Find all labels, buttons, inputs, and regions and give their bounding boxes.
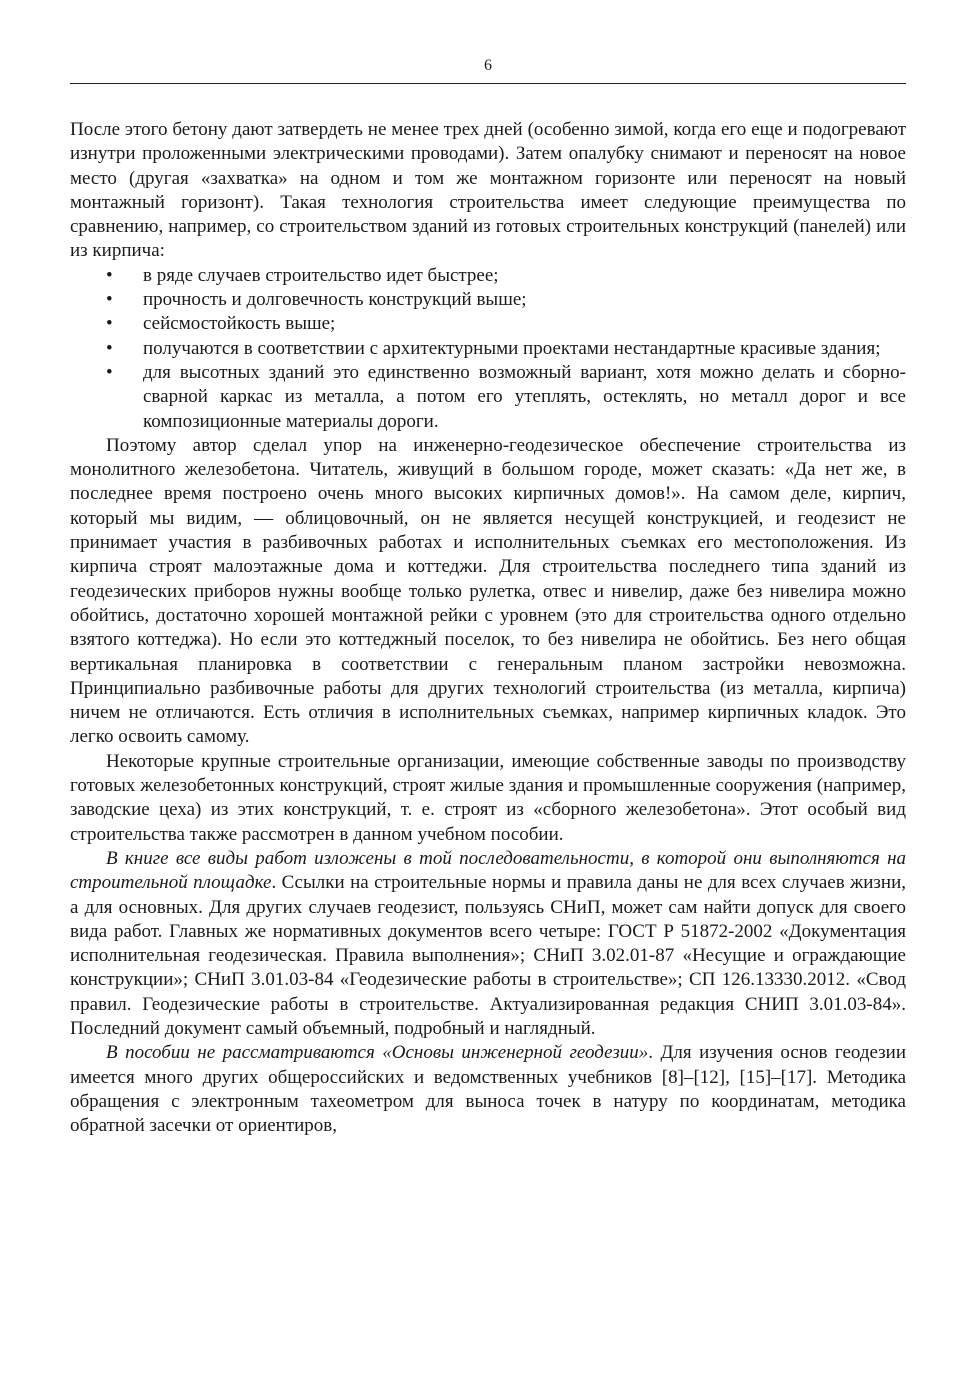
- list-item: [70, 264, 906, 288]
- paragraph-work-sequence: [70, 847, 906, 1041]
- list-item-text: в ряде случаев строительство идет быстрее;: [143, 264, 499, 286]
- paragraph-precast: Некоторые крупные строительные организации, имеющие собственные заводы по производству готовых железобетонных конструкций, строят жилые здания и промышленные сооружения (например, заводские цеха) из этих конструкций, т. е. строят из «сборного железобетона». Этот особый вид строительства также рассмотрен в данном учебном пособии.: [70, 750, 906, 845]
- page-number: 6: [70, 56, 906, 84]
- list-item: [70, 312, 906, 336]
- list-item-text: для высотных зданий это единственно возможный вариант, хотя можно делать и сборно-сварной каркас из металла, а потом его утеплять, остеклять, но металл дорог и все композиционные материалы дороги.: [143, 361, 906, 432]
- list-item-text: сейсмостойкость выше;: [143, 313, 336, 335]
- bullet-icon: •: [106, 313, 113, 335]
- document-page: [70, 56, 906, 1138]
- paragraph-geodesy-basics: [70, 1041, 906, 1138]
- bullet-icon: •: [106, 337, 113, 359]
- paragraph-monolithic: Поэтому автор сделал упор на инженерно-геодезическое обеспечение строительства из монолитного железобетона. Читатель, живущий в большом городе, может сказать: «Да нет же, в последнее время построено очень много высоких кирпичных домов!». На самом деле, кирпич, который мы видим, — облицовочный, он не является несущей конструкцией, и геодезист не принимает участия в разбивочных работах и исполнительных съемках его местоположения. Из кирпича строят малоэтажные дома и коттеджи. Для строительства последнего типа зданий из геодезических приборов нужны вообще только рулетка, отвес и нивелир, даже без нивелира можно обойтись, достаточно хорошей монтажной рейки с уровнем (это для строительства одного отдельно взятого коттеджа). Но если это коттеджный поселок, то без нивелира не обойтись. Без него общая вертикальная планировка в соответствии с генеральным планом застройки невозможна. Принципиально разбивочные работы для других технологий строительства (из металла, кирпича) ничем не отличаются. Есть отличия в исполнительных съемках, например кирпичных кладок. Это легко освоить самому.: [70, 434, 906, 748]
- intro-paragraph: После этого бетону дают затвердеть не менее трех дней (особенно зимой, когда его еще и подогревают изнутри проложенными электрическими проводами). Затем опалубку снимают и переносят на новое место (другая «захватка» на одном и том же монтажном горизонте или переносят на новый монтажный горизонт). Такая технология строительства имеет следующие преимущества по сравнению, например, со строительством зданий из готовых строительных конструкций (панелей) или из кирпича:: [70, 119, 906, 262]
- advantages-list: [70, 264, 906, 434]
- italic-emphasis: В пособии не рассматриваются «Основы инженерной геодезии»: [106, 1042, 649, 1064]
- bullet-icon: •: [106, 361, 113, 383]
- bullet-icon: •: [106, 264, 113, 286]
- list-item-text: прочность и долговечность конструкций выше;: [143, 289, 527, 311]
- italic-emphasis: В книге все виды работ изложены в той последовательности, в которой они выполняются на строительной площадке: [70, 847, 906, 894]
- bullet-icon: •: [106, 289, 113, 311]
- paragraph-text: . Для изучения основ геодезии имеется много других общероссийских и ведомственных учебников [8]–[12], [15]–[17]. Методика обращения с электронным тахеометром для выноса точек в натуру по координатам, методика обратной засечки от ориентиров,: [70, 1042, 906, 1137]
- list-item: [70, 288, 906, 312]
- list-item: [70, 361, 906, 434]
- list-item: [70, 337, 906, 361]
- list-item-text: получаются в соответствии с архитектурными проектами нестандартные красивые здания;: [143, 337, 881, 359]
- paragraph-text: . Ссылки на строительные нормы и правила даны не для всех случаев жизни, а для основных. Для других случаев геодезист, пользуясь СНиП, может сам найти допуск для своего вида работ. Главных же нормативных документов всего четыре: ГОСТ Р 51872-2002 «Документация исполнительная геодезическая. Правила выполнения»; СНиП 3.02.01-87 «Несущие и ограждающие конструкции»; СНиП 3.01.03-84 «Геодезические работы в строительстве»; СП 126.13330.2012. «Свод правил. Геодезические работы в строительстве. Актуализированная редакция СНИП 3.01.03-84». Последний документ самый объемный, подробный и наглядный.: [70, 872, 906, 1039]
